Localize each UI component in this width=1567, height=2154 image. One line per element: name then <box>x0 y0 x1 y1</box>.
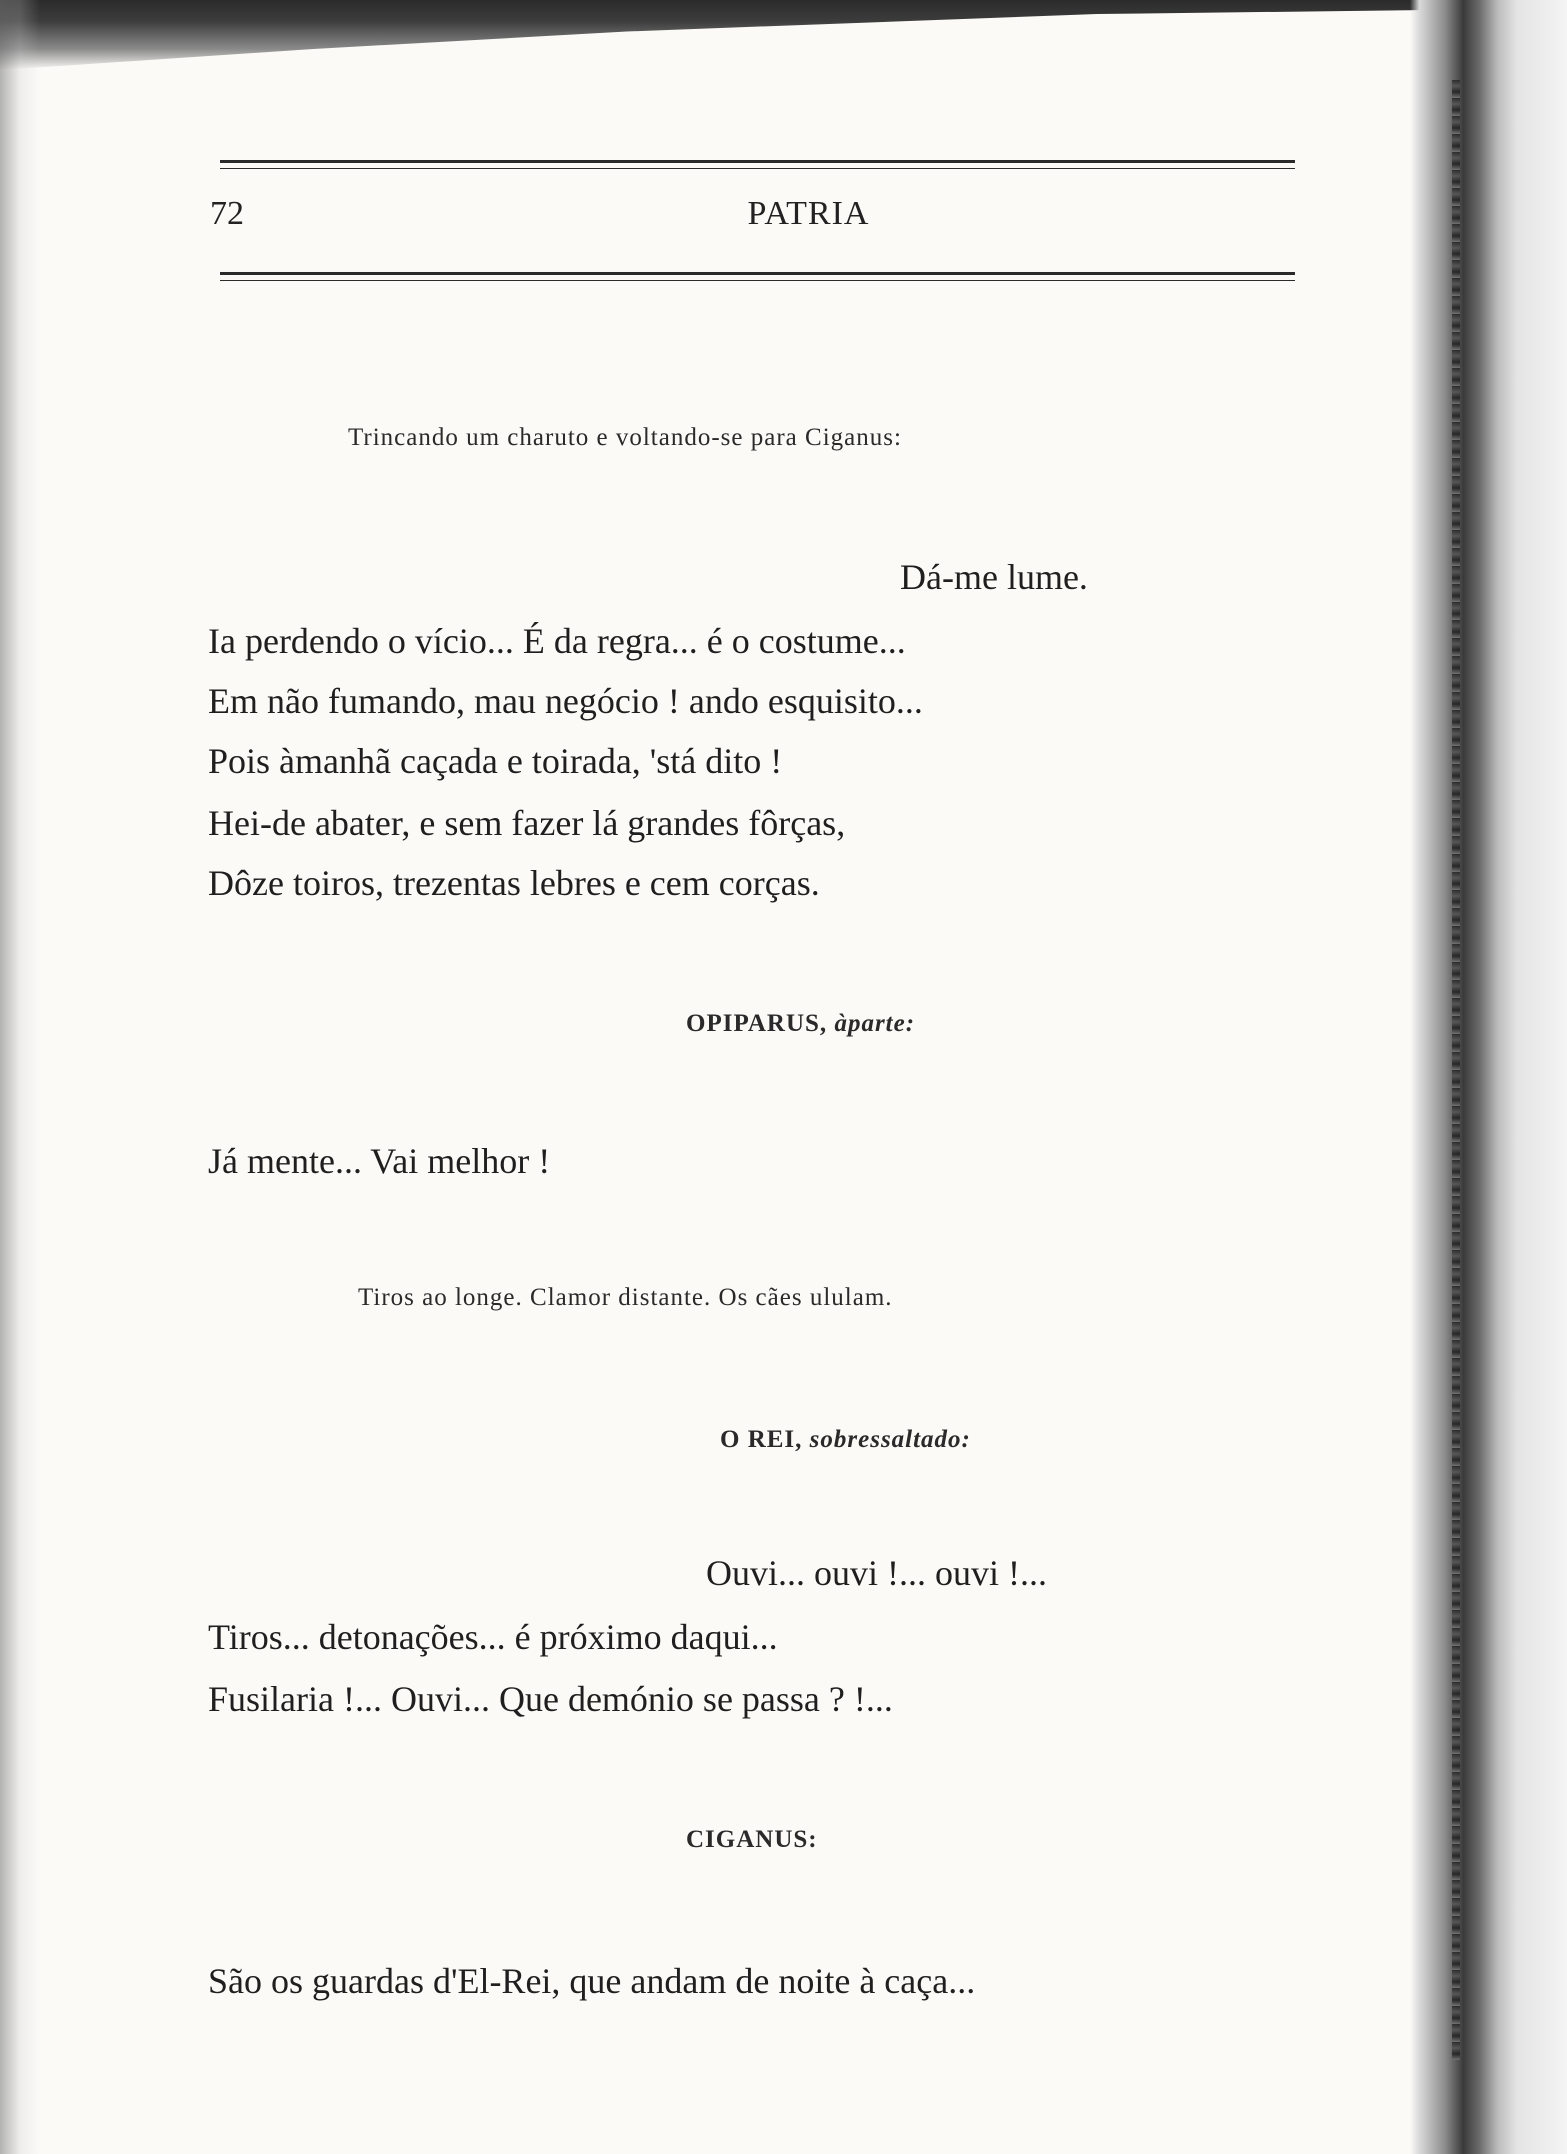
speaker-name: OPIPARUS, <box>686 1010 828 1037</box>
scan-shadow-top <box>0 0 1567 70</box>
book-spine <box>1452 80 1460 2060</box>
header-rule-bottom <box>220 272 1295 281</box>
scan-binding-shadow <box>1410 0 1567 2154</box>
page-number: 72 <box>210 195 244 232</box>
verse-line-5: Hei-de abater, e sem fazer lá grandes fôrças, <box>208 803 846 843</box>
speaker-name: CIGANUS: <box>686 1826 818 1853</box>
verse-line-9: Tiros... detonações... é próximo daqui... <box>208 1617 778 1657</box>
speaker-o-rei <box>720 1426 971 1454</box>
verse-line-8: Ouvi... ouvi !... ouvi !... <box>706 1553 1047 1593</box>
verse-line-7: Já mente... Vai melhor ! <box>208 1141 551 1181</box>
verse-line-2: Ia perdendo o vício... É da regra... é o costume... <box>208 621 906 661</box>
speaker-direction: sobressaltado: <box>809 1426 971 1453</box>
scan-shadow-left <box>0 0 40 2154</box>
speaker-opiparus <box>686 1010 915 1038</box>
verse-line-1: Dá-me lume. <box>900 557 1088 597</box>
speaker-name: O REI, <box>720 1426 803 1453</box>
verse-line-11: São os guardas d'El-Rei, que andam de noite à caça... <box>208 1961 976 2001</box>
stage-direction-1: Trincando um charuto e voltando-se para Ciganus: <box>348 424 902 451</box>
verse-line-3: Em não fumando, mau negócio ! ando esquisito... <box>208 681 923 721</box>
speaker-ciganus <box>686 1826 818 1854</box>
running-head-title: PATRIA <box>747 195 870 232</box>
verse-line-4: Pois àmanhã caçada e toirada, 'stá dito ! <box>208 741 783 781</box>
verse-line-6: Dôze toiros, trezentas lebres e cem corças. <box>208 863 820 903</box>
running-head <box>0 195 1567 233</box>
header-rule-top <box>220 160 1295 169</box>
stage-direction-2: Tiros ao longe. Clamor distante. Os cães ululam. <box>358 1284 893 1311</box>
verse-line-10: Fusilaria !... Ouvi... Que demónio se passa ? !... <box>208 1679 893 1719</box>
speaker-direction: àparte: <box>834 1010 916 1037</box>
